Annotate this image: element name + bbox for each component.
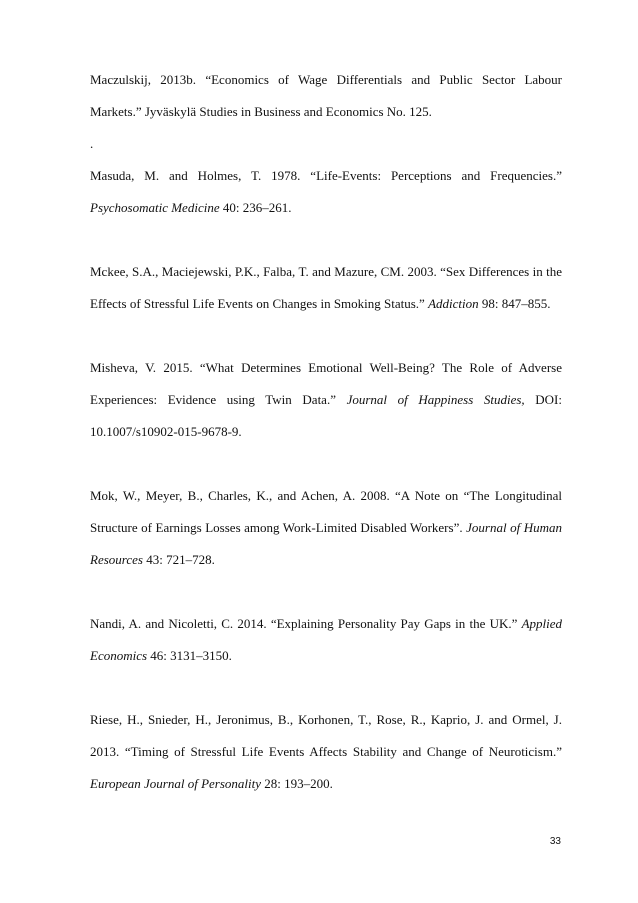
reference-text: 46: 3131–3150. bbox=[147, 648, 232, 663]
reference-text: 40: 236–261. bbox=[219, 200, 292, 215]
reference-journal-title: Addiction bbox=[428, 296, 479, 311]
reference-journal-title: Journal of Happiness Studies, bbox=[346, 392, 525, 407]
reference-journal-title: Journal of Human Resources bbox=[90, 520, 562, 567]
reference-text: Masuda, M. and Holmes, T. 1978. “Life-Events: Perceptions and Frequencies.” bbox=[90, 168, 562, 183]
reference-text: 98: 847–855. bbox=[478, 296, 551, 311]
reference-text: Mok, W., Meyer, B., Charles, K., and Achen, A. 2008. “A Note on “The Longitudinal Structure of Earnings Losses among Work-Limited Disabled Workers”. bbox=[90, 488, 562, 535]
reference-entry bbox=[90, 704, 562, 800]
reference-entry bbox=[90, 160, 562, 224]
reference-text: 28: 193–200. bbox=[261, 776, 333, 791]
reference-text: Nandi, A. and Nicoletti, C. 2014. “Explaining Personality Pay Gaps in the UK.” bbox=[90, 616, 522, 631]
reference-journal-title: European Journal of Personality bbox=[90, 776, 262, 791]
reference-entry bbox=[90, 608, 562, 672]
reference-entry bbox=[90, 64, 562, 128]
reference-text: 43: 721–728. bbox=[142, 552, 215, 567]
reference-text: DOI: 10.1007/s10902-015-9678-9. bbox=[90, 392, 563, 439]
reference-separator bbox=[90, 128, 562, 160]
reference-entry bbox=[90, 256, 562, 320]
reference-journal-title: Applied Economics bbox=[90, 616, 562, 663]
reference-journal-title: Psychosomatic Medicine bbox=[90, 200, 220, 215]
reference-text: Maczulskij, 2013b. “Economics of Wage Differentials and Public Sector Labour Markets.” Jyväskylä Studies in Business and Economics No. 125. bbox=[90, 72, 562, 119]
reference-text: Mckee, S.A., Maciejewski, P.K., Falba, T. and Mazure, CM. 2003. “Sex Differences in the Effects of Stressful Life Events on Changes in Smoking Status.” bbox=[90, 264, 562, 311]
reference-text: Riese, H., Snieder, H., Jeronimus, B., Korhonen, T., Rose, R., Kaprio, J. and Ormel, J. 2013. “Timing of Stressful Life Events Affects Stability and Change of Neuroticism.” bbox=[90, 712, 562, 759]
reference-text: . bbox=[90, 136, 94, 151]
reference-entry bbox=[90, 480, 562, 576]
reference-entry bbox=[90, 352, 562, 448]
reference-list bbox=[90, 64, 562, 800]
page-number: 33 bbox=[549, 836, 561, 847]
reference-text: Misheva, V. 2015. “What Determines Emotional Well-Being? The Role of Adverse Experiences: Evidence using Twin Data.” bbox=[90, 360, 562, 407]
